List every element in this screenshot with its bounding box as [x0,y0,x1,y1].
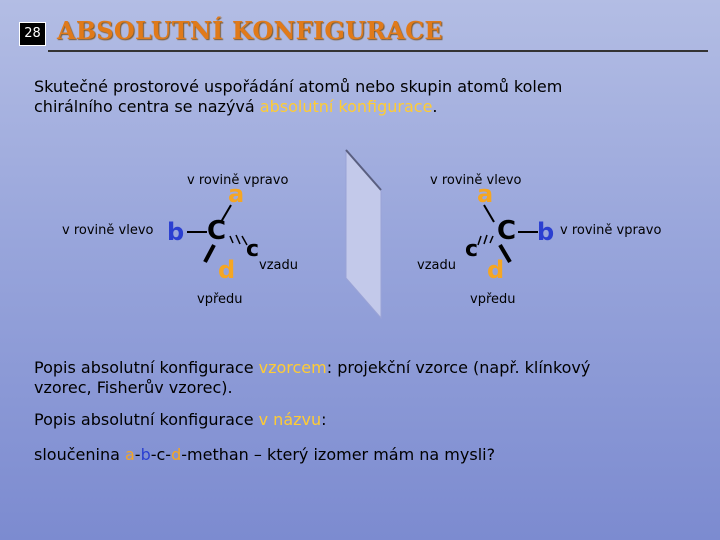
left-bond-d [205,245,214,262]
right-label-top: v rovině vlevo [430,173,522,188]
mirror-plane [346,150,381,318]
left-label-bottom: vpředu [197,292,243,307]
left-bond-c-dashed [230,235,247,245]
right-label-right: v rovině vpravo [560,223,662,238]
paragraph-compound [34,445,495,465]
compound-a: a [124,445,135,464]
left-label-top: v rovině vpravo [187,173,289,188]
left-atom-b: b [167,218,185,246]
right-atom-a: a [477,180,494,208]
paragraph-name-highlight: v názvu [258,410,322,429]
right-atom-d: d [487,256,505,284]
compound-dash-3: - [165,445,172,464]
intro-line-2-end: . [432,97,438,116]
left-atom-center-C: C [207,216,227,246]
compound-c: c [156,445,166,464]
intro-line-2-text: chirálního centra se nazývá [34,97,260,116]
paragraph-name-colon: : [321,410,327,429]
left-atom-c: c [246,237,260,262]
right-atom-center-C: C [497,216,517,246]
right-atom-b: b [537,218,555,246]
paragraph-formula [34,358,590,398]
right-atom-c: c [465,237,479,262]
left-label-left: v rovině vlevo [62,223,154,238]
paragraph-formula-line-2: vzorec, Fisherův vzorec). [34,378,233,397]
paragraph-formula-line-1 [34,358,590,378]
compound-d: d [171,445,182,464]
left-atom-d: d [218,256,236,284]
page-title: ABSOLUTNÍ KONFIGURACE [57,16,443,45]
paragraph-formula-text: Popis absolutní konfigurace [34,358,259,377]
paragraph-formula-highlight: vzorcem [258,358,327,377]
compound-b: b [140,445,151,464]
slide-number: 28 [19,22,46,46]
paragraph-formula-text-2: : projekční vzorce (např. klínkový [326,358,591,377]
paragraph-name [34,410,327,430]
paragraph-name-text: Popis absolutní konfigurace [34,410,259,429]
right-bond-c-dashed [478,235,493,245]
compound-suffix: -methan – který izomer mám na mysli? [181,445,496,464]
right-label-left: vzadu [417,258,456,273]
compound-dash-2: - [150,445,157,464]
right-label-bottom: vpředu [470,292,516,307]
compound-dash-1: - [134,445,141,464]
left-label-right: vzadu [259,258,298,273]
intro-highlight: absolutní konfigurace [259,97,433,116]
compound-prefix: sloučenina [34,445,125,464]
left-atom-a: a [228,180,245,208]
intro-line-1: Skutečné prostorové uspořádání atomů nebo skupin atomů kolem [34,77,563,96]
